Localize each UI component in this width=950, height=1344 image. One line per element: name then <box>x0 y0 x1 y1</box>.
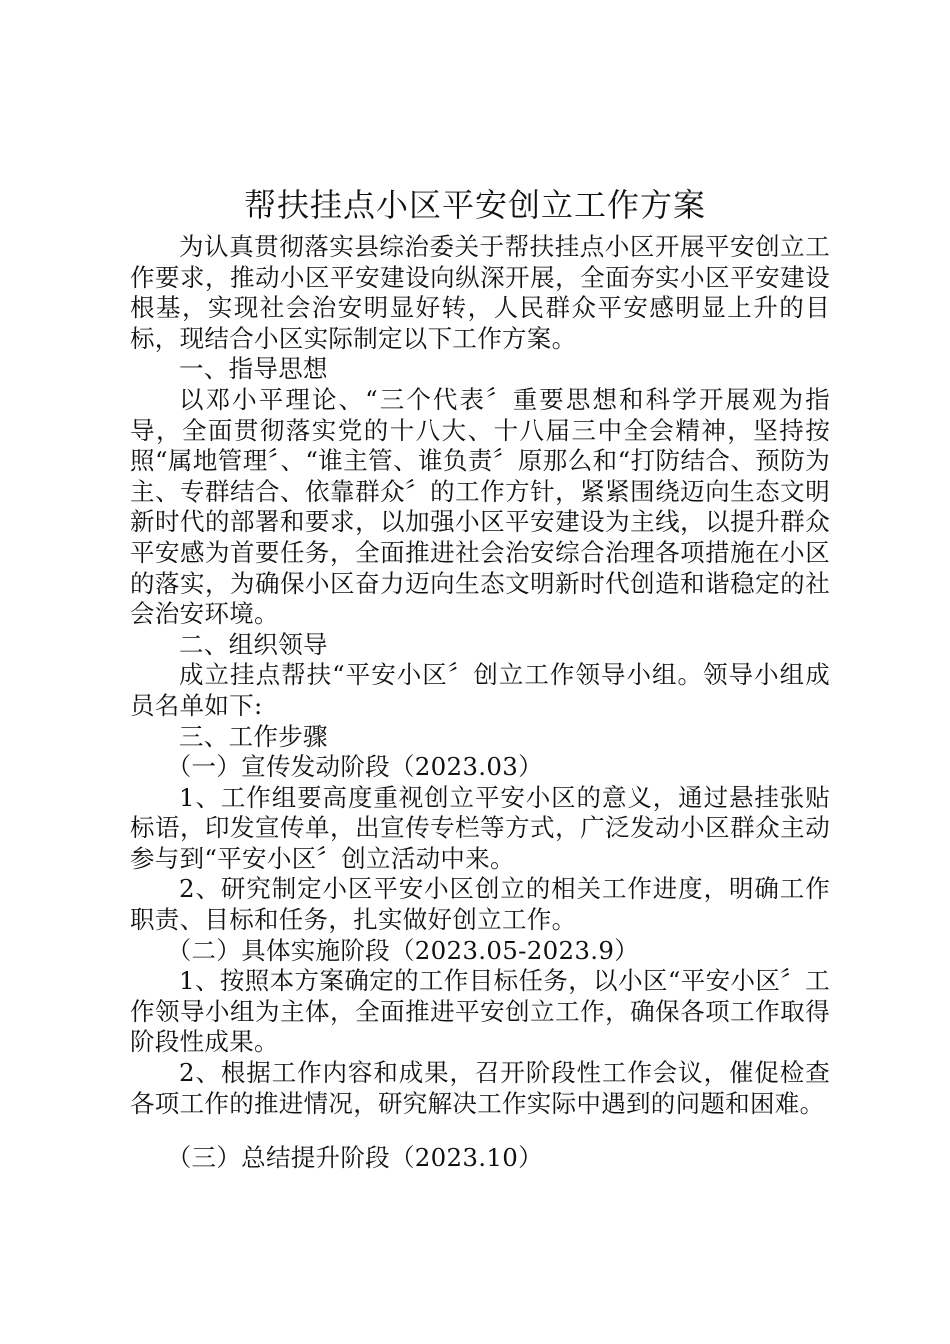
implementation-item-1: 1、按照本方案确定的工作目标任务，以小区“平安小区〞工作领导小组为主体，全面推进平安创立工作，确保各项工作取得阶段性成果。 <box>130 966 830 1057</box>
subsection-heading-implementation: （二）具体实施阶段（2023.05-2023.9） <box>166 935 640 965</box>
subsection-heading-publicity: （一）宣传发动阶段（2023.03） <box>166 752 543 782</box>
subsection-heading-summary: （三）总结提升阶段（2023.10） <box>166 1143 543 1173</box>
section-heading-guiding-ideology: 一、指导思想 <box>179 354 328 384</box>
section-heading-work-steps: 三、工作步骤 <box>179 721 328 751</box>
section-heading-organization: 二、组织领导 <box>179 629 328 659</box>
implementation-item-2: 2、根据工作内容和成果，召开阶段性工作会议，催促检查各项工作的推进情况，研究解决工作实际中遇到的问题和困难。 <box>130 1058 830 1118</box>
document-body <box>130 232 830 1174</box>
organization-paragraph: 成立挂点帮扶“平安小区〞创立工作领导小组。领导小组成员名单如下: <box>130 660 830 720</box>
publicity-item-2: 2、研究制定小区平安小区创立的相关工作进度，明确工作职责、目标和任务，扎实做好创立工作。 <box>130 874 830 935</box>
document-title: 帮扶挂点小区平安创立工作方案 <box>243 186 706 224</box>
publicity-item-1: 1、工作组要高度重视创立平安小区的意义，通过悬挂张贴标语，印发宣传单，出宣传专栏等方式，广泛发动小区群众主动参与到“平安小区〞创立活动中来。 <box>130 782 830 873</box>
guiding-ideology-paragraph: 以邓小平理论、“三个代表〞重要思想和科学开展观为指导，全面贯彻落实党的十八大、十八届三中全会精神，坚持按照“属地管理〞、“谁主管、谁负责〞原那么和“打防结合、预防为主、专群结合、依靠群众〞的工作方针，紧紧围绕迈向生态文明新时代的部署和要求，以加强小区平安建设为主线，以提升群众平安感为首要任务，全面推进社会治安综合治理各项措施在小区的落实，为确保小区奋力迈向生态文明新时代创造和谐稳定的社会治安环境。 <box>130 384 830 629</box>
intro-paragraph: 为认真贯彻落实县综治委关于帮扶挂点小区开展平安创立工作要求，推动小区平安建设向纵深开展，全面夯实小区平安建设根基，实现社会治安明显好转，人民群众平安感明显上升的目标，现结合小区实际制定以下工作方案。 <box>130 232 830 353</box>
